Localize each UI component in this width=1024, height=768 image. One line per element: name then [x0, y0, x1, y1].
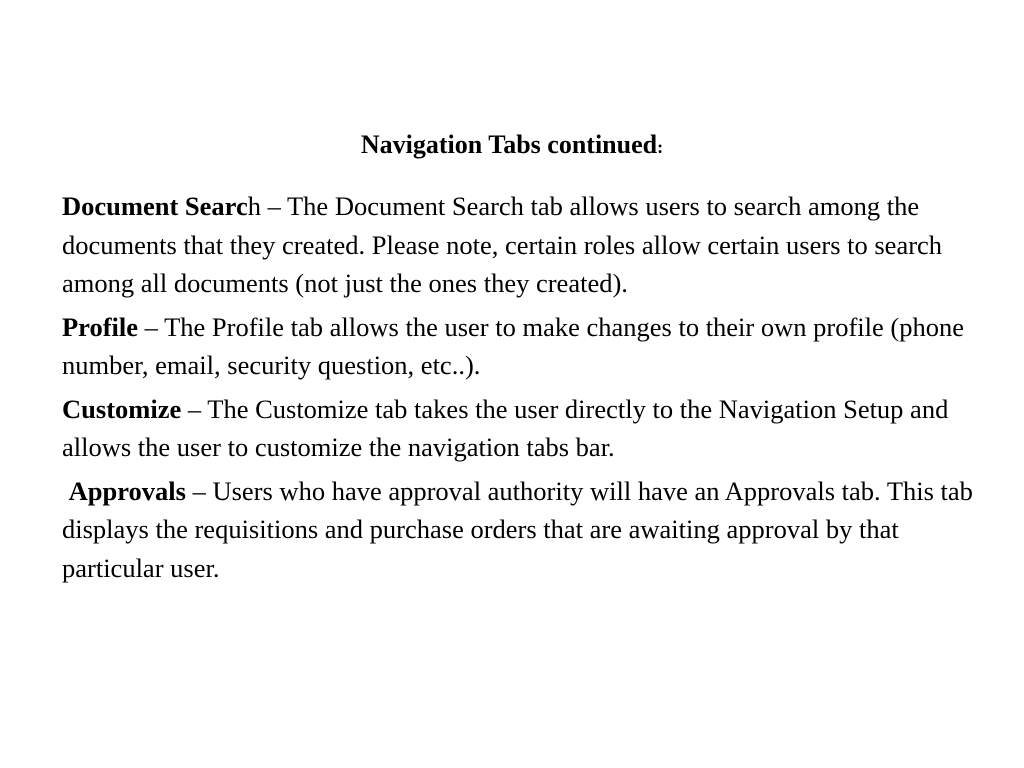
paragraph-approvals [62, 472, 982, 588]
term-document-search: Document Searc [62, 191, 248, 221]
term-approvals: Approvals [68, 475, 186, 506]
description-document-search: h – The Document Search tab allows users to search among the documents that they created. Please note, certain roles allow certain users to search among all documents (not just the ones they created). [62, 191, 943, 298]
slide-title-text: Navigation Tabs continued [360, 130, 658, 159]
description-customize: – The Customize tab takes the user directly to the Navigation Setup and allows the user to customize the navigation tabs bar. [62, 393, 949, 462]
lead-space-approvals [62, 476, 69, 506]
paragraph-customize [62, 390, 982, 467]
description-profile: – The Profile tab allows the user to make changes to their own profile (phone number, email, security question, etc..). [62, 311, 964, 380]
description-approvals: – Users who have approval authority will have an Approvals tab. This tab displays the requisitions and purchase orders that are awaiting approval by that particular user. [62, 475, 973, 583]
paragraph-document-search [62, 187, 982, 303]
term-profile: Profile [62, 311, 139, 342]
term-customize: Customize [62, 393, 182, 424]
slide-title-colon: : [657, 137, 664, 157]
slide-title [0, 128, 1024, 164]
slide-body [62, 187, 982, 592]
paragraph-profile [62, 308, 982, 385]
